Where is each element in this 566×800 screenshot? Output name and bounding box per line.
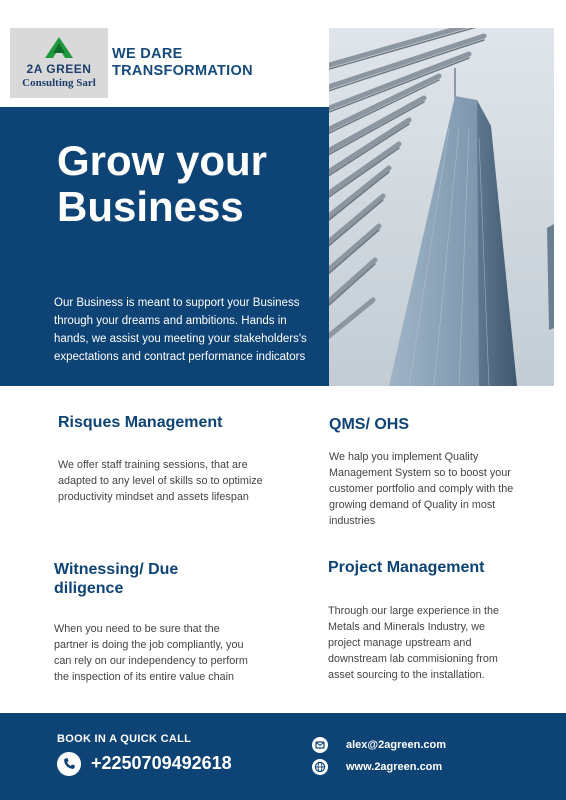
green-mountain-logo-icon: [43, 36, 75, 60]
service-text-risk-management: We offer staff training sessions, that are adapted to any level of skills so to optimize productivity mindset and assets lifespan: [58, 459, 263, 503]
phone-number[interactable]: +2250709492618: [91, 753, 232, 773]
book-call-label: BOOK IN A QUICK CALL: [57, 733, 192, 745]
hero-title: Grow your Business: [57, 137, 268, 230]
service-text-witnessing: When you need to be sure that the partner is doing the job compliantly, you can rely on our independency to perform the inspection of its entire value chain: [54, 623, 248, 683]
company-logo: [10, 28, 108, 98]
logo-name: 2A GREEN: [26, 62, 92, 76]
service-title-project-management: Project Management: [328, 559, 485, 576]
hero-description: Our Business is meant to support your Business through your dreams and ambitions. Hands in hands, we assist you meeting your stakeholders's expectations and contract performance indicators: [54, 297, 307, 363]
globe-icon[interactable]: [312, 759, 328, 775]
service-title-qms-ohs: QMS/ OHS: [329, 416, 410, 433]
service-title-witnessing: Witnessing/ Due diligence: [54, 561, 179, 597]
service-text-project-management: Through our large experience in the Metals and Minerals Industry, we project manage upstream and downstream lab commisioning from asset sourcing to the installation.: [328, 605, 500, 681]
service-title-risk-management: Risques Management: [58, 414, 223, 431]
tagline: WE DARE TRANSFORMATION: [112, 46, 253, 79]
phone-icon[interactable]: [57, 752, 81, 776]
website-url[interactable]: www.2agreen.com: [346, 761, 443, 773]
skyscraper-photo: [329, 28, 554, 386]
mail-icon[interactable]: [312, 737, 328, 753]
footer-bar: [0, 713, 566, 800]
email-address[interactable]: alex@2agreen.com: [346, 739, 446, 751]
service-text-qms-ohs: We halp you implement Quality Management System so to boost your customer portfolio and comply with the growing demand of Quality in most industries: [329, 451, 514, 527]
logo-subtitle: Consulting Sarl: [22, 77, 96, 89]
